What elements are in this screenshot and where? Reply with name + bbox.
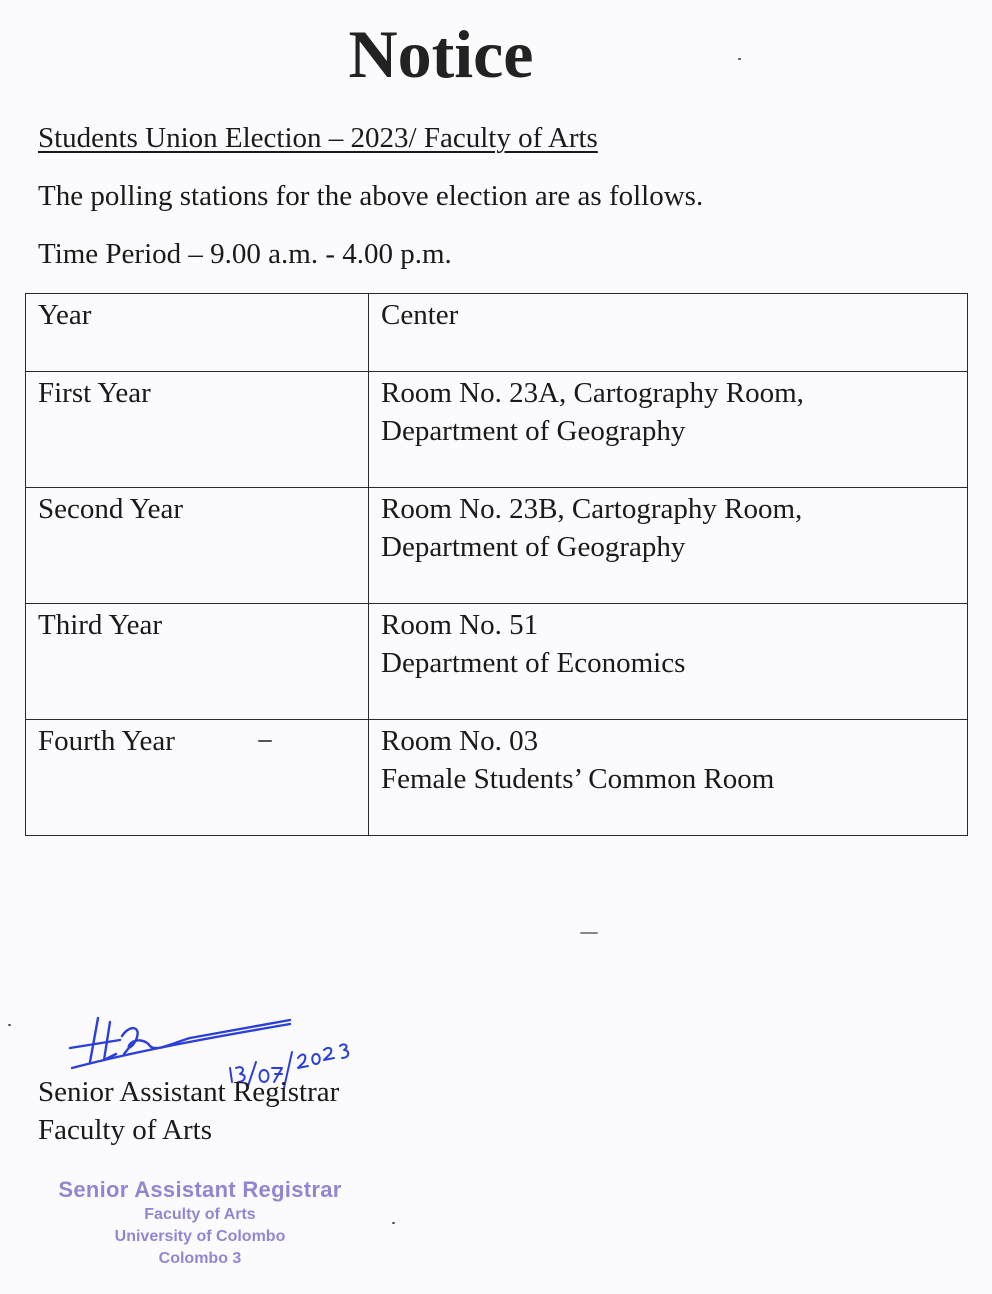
center-room: Room No. 03 <box>381 725 539 757</box>
center-room: Room No. 23B, Cartography Room, <box>381 493 803 525</box>
table-row <box>26 488 968 604</box>
stamp-faculty: Faculty of Arts <box>144 1206 256 1223</box>
table-row <box>26 372 968 488</box>
center-department: Department of Economics <box>381 647 686 679</box>
year-cell: Third Year <box>26 604 369 720</box>
center-department: Female Students’ Common Room <box>381 763 775 795</box>
stamp-title: Senior Assistant Registrar <box>58 1177 342 1202</box>
scan-speck <box>258 740 272 742</box>
time-period: Time Period – 9.00 a.m. - 4.00 p.m. <box>38 238 452 270</box>
center-room: Room No. 23A, Cartography Room, <box>381 377 804 409</box>
stamp-university: University of Colombo <box>114 1228 286 1245</box>
intro-text: The polling stations for the above election are as follows. <box>38 180 704 212</box>
center-cell <box>369 372 968 488</box>
table-row <box>26 604 968 720</box>
year-cell: Fourth Year <box>26 720 369 836</box>
header-year: Year <box>26 294 369 372</box>
signatory-block <box>38 1073 339 1149</box>
page-title: Notice <box>348 16 534 92</box>
center-department: Department of Geography <box>381 415 686 447</box>
center-cell <box>369 720 968 836</box>
center-cell <box>369 604 968 720</box>
center-cell <box>369 488 968 604</box>
scan-speck <box>8 1024 11 1026</box>
election-subtitle: Students Union Election – 2023/ Faculty of Arts <box>38 122 598 154</box>
table-row <box>26 720 968 836</box>
table-header-row <box>26 294 968 372</box>
stamp-city: Colombo 3 <box>158 1250 242 1267</box>
signatory-faculty: Faculty of Arts <box>38 1114 212 1146</box>
center-department: Department of Geography <box>381 531 686 563</box>
year-cell: Second Year <box>26 488 369 604</box>
center-room: Room No. 51 <box>381 609 539 641</box>
polling-stations-table <box>25 293 968 836</box>
signatory-title: Senior Assistant Registrar <box>38 1076 340 1108</box>
scan-speck <box>738 58 741 60</box>
scan-speck <box>580 932 598 934</box>
header-center: Center <box>369 294 968 372</box>
scan-speck <box>392 1222 395 1224</box>
year-cell: First Year <box>26 372 369 488</box>
official-stamp <box>30 1176 370 1270</box>
